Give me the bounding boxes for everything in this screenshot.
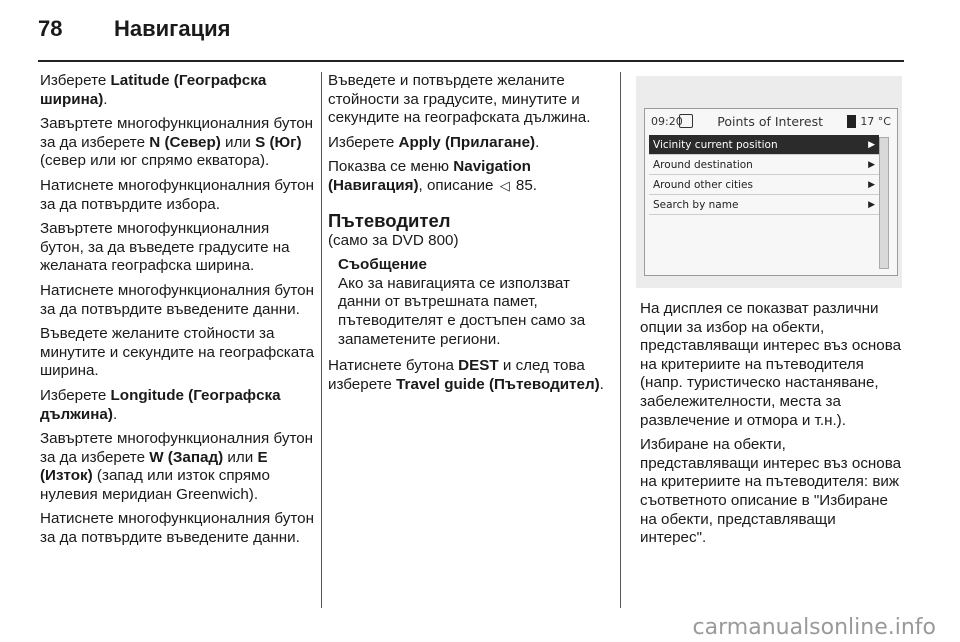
clock-icon: [679, 114, 693, 128]
text: Завъртете многофункционалния бутон за да изберете: [40, 430, 314, 466]
paragraph: Изберете Apply (Прилагане).: [328, 133, 540, 151]
poi-menu-item-label: Vicinity current position: [653, 138, 778, 151]
page-header: [38, 16, 230, 50]
scrollbar[interactable]: [879, 137, 889, 269]
display-screenshot: [636, 76, 902, 288]
paragraph: На дисплея се показват различни опции за избор на обекти, представляващи интерес въз основа на критериите на пътеводителя (напр. туристическо настаняване, забележителности, места за развлечение и отмора и т.н.).: [640, 300, 902, 429]
paragraph: [40, 282, 316, 319]
chevron-right-icon: ▶: [868, 179, 875, 190]
text: Натиснете многофункционалния бутон за да потвърдите въведените данни.: [40, 510, 314, 547]
note-text: Ако за навигацията се използват данни от вътрешната памет, пътеводителят е достъпен само за запаметените региони.: [338, 274, 586, 348]
column-2: [328, 72, 610, 400]
text: Натиснете многофункционалния бутон за да потвърдите избора.: [40, 176, 314, 213]
menu-item-ref: E (Изток): [40, 448, 268, 485]
chevron-right-icon: ▶: [868, 139, 875, 150]
clock-text: 09:20: [651, 114, 683, 128]
text: Завъртете многофункционалния бутон, за да въведете градусите на желаната географска ширина.: [40, 220, 290, 275]
text: или: [223, 448, 258, 466]
button-ref: DEST: [458, 357, 499, 375]
menu-item-ref: Longitude (Географска дължина): [40, 386, 281, 423]
poi-menu-item[interactable]: [649, 175, 879, 195]
column-1: [40, 72, 316, 554]
display-title: Points of Interest: [717, 113, 824, 129]
poi-menu-list: [649, 135, 879, 215]
column-divider: [620, 72, 621, 608]
paragraph: [40, 220, 316, 276]
chevron-right-icon: ▶: [868, 199, 875, 210]
chevron-right-icon: ▶: [868, 159, 875, 170]
text: Изберете: [40, 72, 111, 89]
note-box: [338, 256, 610, 349]
text: .: [103, 90, 108, 108]
display-screen: [644, 108, 898, 276]
temperature-text: 17 °C: [860, 114, 891, 128]
text: или: [220, 133, 256, 151]
paragraph: [40, 430, 316, 504]
menu-item-ref: Latitude (Географска ширина): [40, 72, 267, 108]
section-subtitle: (само за DVD 800): [328, 231, 459, 249]
poi-menu-item-label: Search by name: [653, 198, 739, 211]
display-status-bar: [645, 109, 897, 133]
header-rule: [38, 60, 904, 62]
note-title: Съобщение: [338, 256, 427, 274]
text: Натиснете многофункционалния бутон за да потвърдите въведените данни.: [40, 281, 314, 318]
paragraph: Показва се меню Navigation (Навигация), описание ◁ 85.: [328, 158, 538, 194]
paragraph: [40, 510, 316, 547]
poi-menu-item-label: Around destination: [653, 158, 753, 171]
text: (север или юг спрямо екватора).: [40, 152, 270, 170]
poi-menu-item[interactable]: [649, 155, 879, 175]
paragraph: [40, 115, 316, 171]
paragraph: Избиране на обекти, представляващи интерес въз основа на критериите на пътеводителя: виж съответното описание в "Избиране на обекти, представляващи интерес".: [640, 436, 902, 547]
text: .: [112, 405, 118, 423]
text: (запад или изток спрямо нулевия меридиан Greenwich).: [40, 467, 270, 503]
column-divider: [321, 72, 322, 608]
menu-item-ref: Travel guide (Пътеводител): [396, 375, 600, 393]
column-3: [640, 300, 904, 554]
menu-item-ref: Apply (Прилагане): [398, 133, 536, 151]
menu-ref: Navigation (Навигация): [328, 158, 531, 194]
poi-menu-item[interactable]: [649, 135, 879, 155]
poi-menu-item-label: Around other cities: [653, 178, 753, 191]
paragraph: [40, 325, 316, 381]
paragraph: Въведете и потвърдете желаните стойности за градусите, минутите и секундите на географската дължина.: [328, 72, 591, 127]
text: Изберете: [40, 386, 111, 404]
menu-item-ref: W (Запад): [149, 448, 224, 466]
paragraph: [40, 72, 316, 109]
temperature: [847, 115, 891, 128]
paragraph: Натиснете бутона DEST и след това изберете Travel guide (Пътеводител).: [328, 357, 604, 393]
phone-icon: [847, 115, 856, 128]
page-number: 78: [38, 16, 63, 41]
page-ref-arrow-icon: ◁: [499, 177, 510, 193]
section-heading: Пътеводител: [328, 209, 451, 231]
poi-menu-item[interactable]: [649, 195, 879, 215]
menu-item-ref: S (Юг): [255, 133, 302, 151]
watermark: carmanualsonline.info: [692, 615, 936, 640]
text: Завъртете многофункционалния бутон за да изберете: [40, 115, 314, 151]
paragraph: [40, 387, 316, 424]
paragraph: [40, 177, 316, 214]
menu-item-ref: N (Север): [149, 133, 221, 151]
section-title: Навигация: [114, 16, 231, 41]
text: Въведете желаните стойности за минутите и секундите на географската ширина.: [40, 325, 315, 380]
